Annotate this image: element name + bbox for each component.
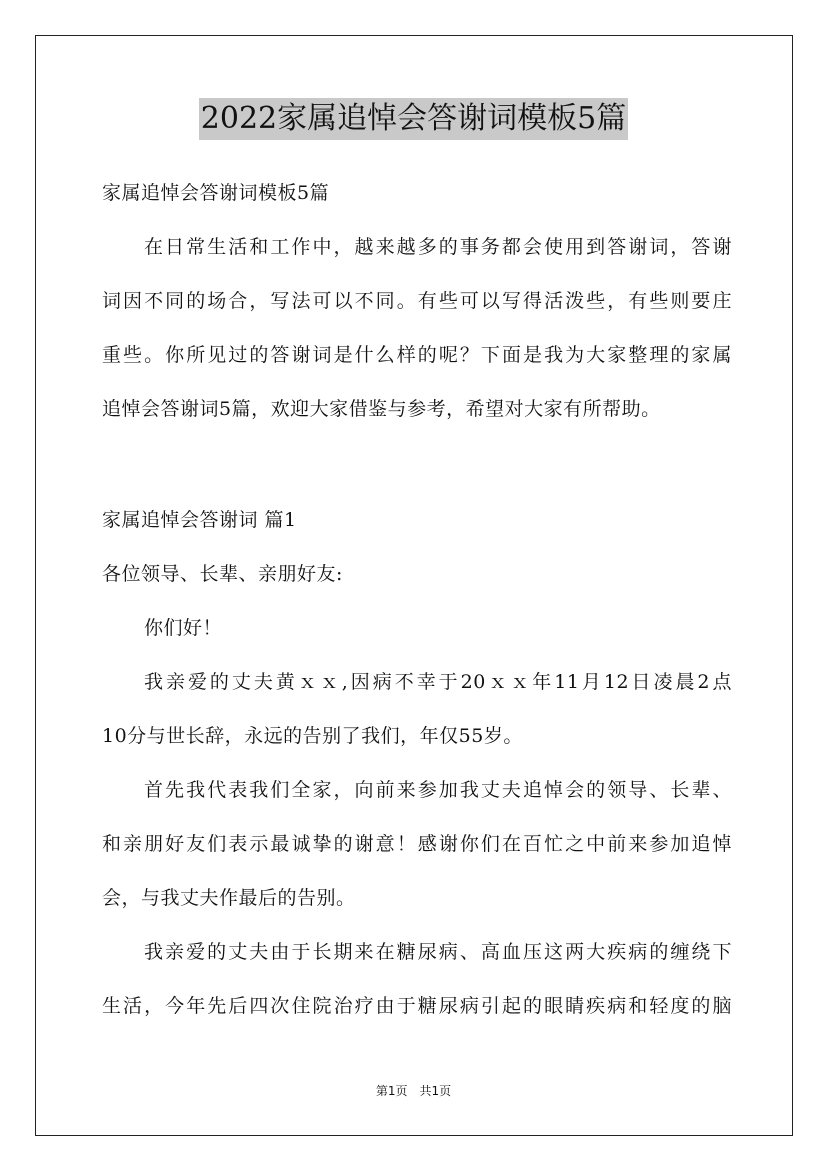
body-line-3: 首先我代表我们全家，向前来参加我丈夫追悼会的领导、长辈、 — [144, 779, 732, 801]
title-wrap — [0, 98, 827, 140]
intro-line-4: 追悼会答谢词5篇，欢迎大家借鉴与参考，希望对大家有所帮助。 — [102, 398, 661, 420]
section-heading: 家属追悼会答谢词 篇1 — [102, 509, 297, 531]
body-line-7: 生活，今年先后四次住院治疗由于糖尿病引起的眼睛疾病和轻度的脑 — [102, 995, 732, 1017]
body-line-5: 会，与我丈夫作最后的告别。 — [102, 887, 356, 909]
intro-line-3: 重些。你所见过的答谢词是什么样的呢？下面是我为大家整理的家属 — [102, 344, 732, 366]
document-title: 2022家属追悼会答谢词模板5篇 — [199, 98, 628, 140]
intro-line-2: 词因不同的场合，写法可以不同。有些可以写得活泼些，有些则要庄 — [102, 290, 732, 312]
salutation: 各位领导、长辈、亲朋好友: — [102, 563, 343, 585]
body-line-2: 10分与世长辞，永远的告别了我们，年仅55岁。 — [102, 725, 523, 747]
page-footer: 第1页 共1页 — [375, 1084, 452, 1098]
body-line-1: 我亲爱的丈夫黄ｘｘ,因病不幸于20ｘｘ年11月12日凌晨2点 — [144, 671, 732, 693]
intro-line-1: 在日常生活和工作中，越来越多的事务都会使用到答谢词，答谢 — [144, 236, 732, 258]
document-subtitle: 家属追悼会答谢词模板5篇 — [102, 182, 330, 204]
greeting: 你们好！ — [144, 617, 223, 639]
body-line-6: 我亲爱的丈夫由于长期来在糖尿病、高血压这两大疾病的缠绕下 — [144, 941, 732, 963]
body-line-4: 和亲朋好友们表示最诚挚的谢意！感谢你们在百忙之中前来参加追悼 — [102, 833, 732, 855]
